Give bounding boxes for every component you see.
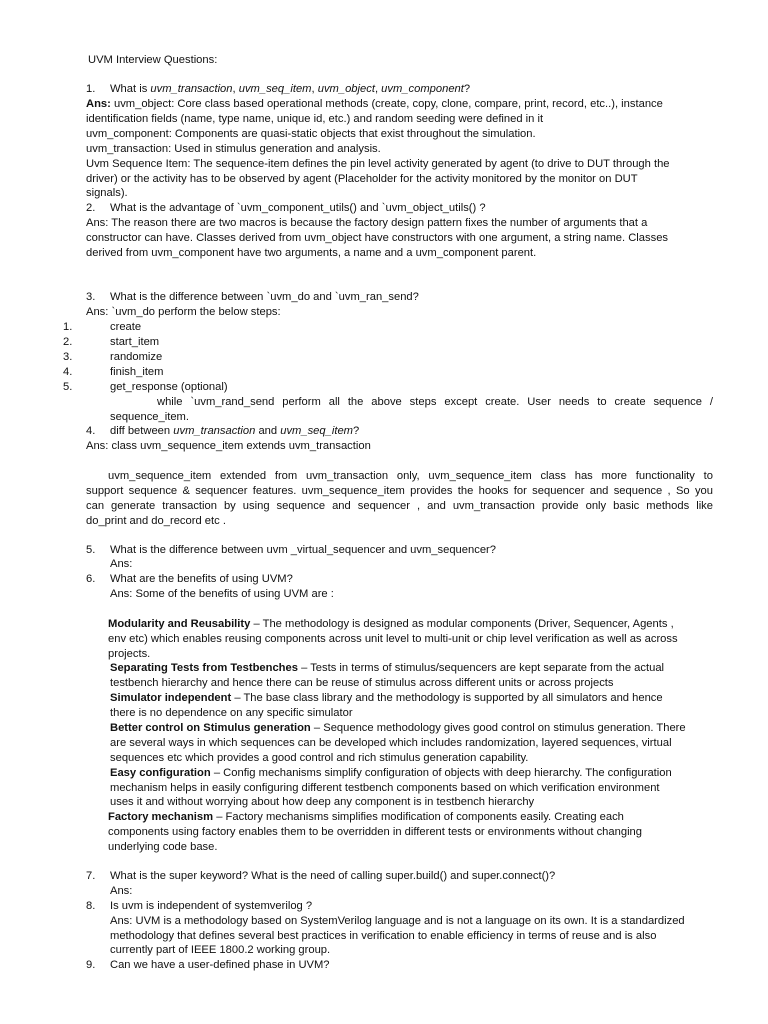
step-item: create <box>110 321 142 333</box>
benefit-line: are several ways in which sequences can be developed which includes randomization, layered sequences, virtual <box>110 737 672 749</box>
answer-4-para-line: support sequence & sequencer features. uvm_sequence_item provides the hooks for sequencer and sequence , So you <box>86 485 713 497</box>
benefit-easy-configuration: Easy configuration – Config mechanisms simplify configuration of objects with deep hierarchy. The configuration <box>110 767 672 779</box>
answer-6-line: Ans: Some of the benefits of using UVM are : <box>110 588 334 600</box>
step-number: 2. <box>63 336 73 348</box>
benefit-line: env etc) which enables reusing components across unit level to multi-unit or chip level verification as well as across <box>108 633 678 645</box>
question-3: What is the difference between `uvm_do and `uvm_ran_send? <box>110 291 419 303</box>
question-number: 8. <box>86 900 96 912</box>
benefit-line: there is no dependence on any specific simulator <box>110 707 353 719</box>
answer-8-line: methodology that defines several best practices in verification to enable efficiency in terms of reuse and is also <box>110 930 657 942</box>
answer-2-line: Ans: The reason there are two macros is because the factory design pattern fixes the number of arguments that a <box>86 217 648 229</box>
step-number: 3. <box>63 351 73 363</box>
answer-7-line: Ans: <box>110 885 133 897</box>
answer-3-note: sequence_item. <box>110 411 189 423</box>
question-number: 2. <box>86 202 96 214</box>
question-1: What is uvm_transaction, uvm_seq_item, uvm_object, uvm_component? <box>110 83 471 95</box>
question-6: What are the benefits of using UVM? <box>110 573 293 585</box>
step-item: start_item <box>110 336 160 348</box>
answer-2-line: constructor can have. Classes derived from uvm_object have constructors with one argument, a string name. Classes <box>86 232 669 244</box>
answer-1-line: driver) or the activity has to be observed by agent (Placeholder for the activity monitored by the monitor on DUT <box>86 173 638 185</box>
answer-3-line: Ans: `uvm_do perform the below steps: <box>86 306 281 318</box>
answer-2-line: derived from uvm_component have two arguments, a name and a uvm_component parent. <box>86 247 537 259</box>
benefit-line: components using factory enables them to be overridden in different tests or environments without changing <box>108 826 642 838</box>
benefit-stimulus-control: Better control on Stimulus generation – Sequence methodology gives good control on stimulus generation. There <box>110 722 686 734</box>
benefit-separating-tests: Separating Tests from Testbenches – Tests in terms of stimulus/sequencers are kept separate from the actual <box>110 662 665 674</box>
answer-4-line: Ans: class uvm_sequence_item extends uvm_transaction <box>86 440 371 452</box>
answer-1-line: Uvm Sequence Item: The sequence-item defines the pin level activity generated by agent (to drive to DUT through the <box>86 158 670 170</box>
answer-5-line: Ans: <box>110 558 133 570</box>
benefit-line: sequences etc which provides a good control and rich stimulus generation capability. <box>110 752 529 764</box>
question-number: 3. <box>86 291 96 303</box>
answer-1-line: Ans: uvm_object: Core class based operational methods (create, copy, clone, compare, print, record, etc..), instance <box>86 98 663 110</box>
question-number: 6. <box>86 573 96 585</box>
step-number: 5. <box>63 381 73 393</box>
question-number: 4. <box>86 425 96 437</box>
benefit-line: projects. <box>108 648 151 660</box>
answer-1-line: uvm_component: Components are quasi-static objects that exist throughout the simulation. <box>86 128 536 140</box>
question-number: 1. <box>86 83 96 95</box>
benefit-line: underlying code base. <box>108 841 218 853</box>
answer-4-para-line: uvm_sequence_item extended from uvm_transaction only, uvm_sequence_item class has more functionality to <box>108 470 713 482</box>
step-item: get_response (optional) <box>110 381 228 393</box>
step-item: finish_item <box>110 366 164 378</box>
benefit-line: testbench hierarchy and hence there can be reuse of stimulus across different units or across projects <box>110 677 614 689</box>
step-item: randomize <box>110 351 163 363</box>
benefit-simulator-independent: Simulator independent – The base class library and the methodology is supported by all simulators and hence <box>110 692 663 704</box>
step-number: 4. <box>63 366 73 378</box>
question-number: 5. <box>86 544 96 556</box>
question-number: 9. <box>86 959 96 971</box>
step-number: 1. <box>63 321 73 333</box>
benefit-line: uses it and without worrying about how deep any component is in testbench hierarchy <box>110 796 535 808</box>
answer-8-line: currently part of IEEE 1800.2 working group. <box>110 944 331 956</box>
answer-1-line: uvm_transaction: Used in stimulus generation and analysis. <box>86 143 381 155</box>
answer-1-line: signals). <box>86 187 128 199</box>
answer-4-para-line: can generate transaction by using sequence and sequencer , and uvm_transaction provide only basic methods like <box>86 500 713 512</box>
question-number: 7. <box>86 870 96 882</box>
benefit-line: mechanism helps in easily configuring different testbench components based on which verification environment <box>110 782 660 794</box>
question-8: Is uvm is independent of systemverilog ? <box>110 900 313 912</box>
question-5: What is the difference between uvm _virtual_sequencer and uvm_sequencer? <box>110 544 496 556</box>
answer-4-para-line: do_print and do_record etc . <box>86 515 226 527</box>
question-4: diff between uvm_transaction and uvm_seq_item? <box>110 425 360 437</box>
question-7: What is the super keyword? What is the need of calling super.build() and super.connect()? <box>110 870 556 882</box>
benefit-factory-mechanism: Factory mechanism – Factory mechanisms simplifies modification of components easily. Creating each <box>108 811 624 823</box>
question-9: Can we have a user-defined phase in UVM? <box>110 959 330 971</box>
answer-3-note: while `uvm_rand_send perform all the above steps except create. User needs to create sequence / <box>157 396 713 408</box>
answer-8-line: Ans: UVM is a methodology based on SystemVerilog language and is not a language on its own. It is a standardized <box>110 915 685 927</box>
benefit-modularity: Modularity and Reusability – The methodology is designed as modular components (Driver, Sequencer, Agents , <box>108 618 674 630</box>
question-2: What is the advantage of `uvm_component_utils() and `uvm_object_utils() ? <box>110 202 486 214</box>
answer-1-line: identification fields (name, type name, unique id, etc.) and random seeding were defined in it <box>86 113 544 125</box>
document-title: UVM Interview Questions: <box>88 54 218 66</box>
